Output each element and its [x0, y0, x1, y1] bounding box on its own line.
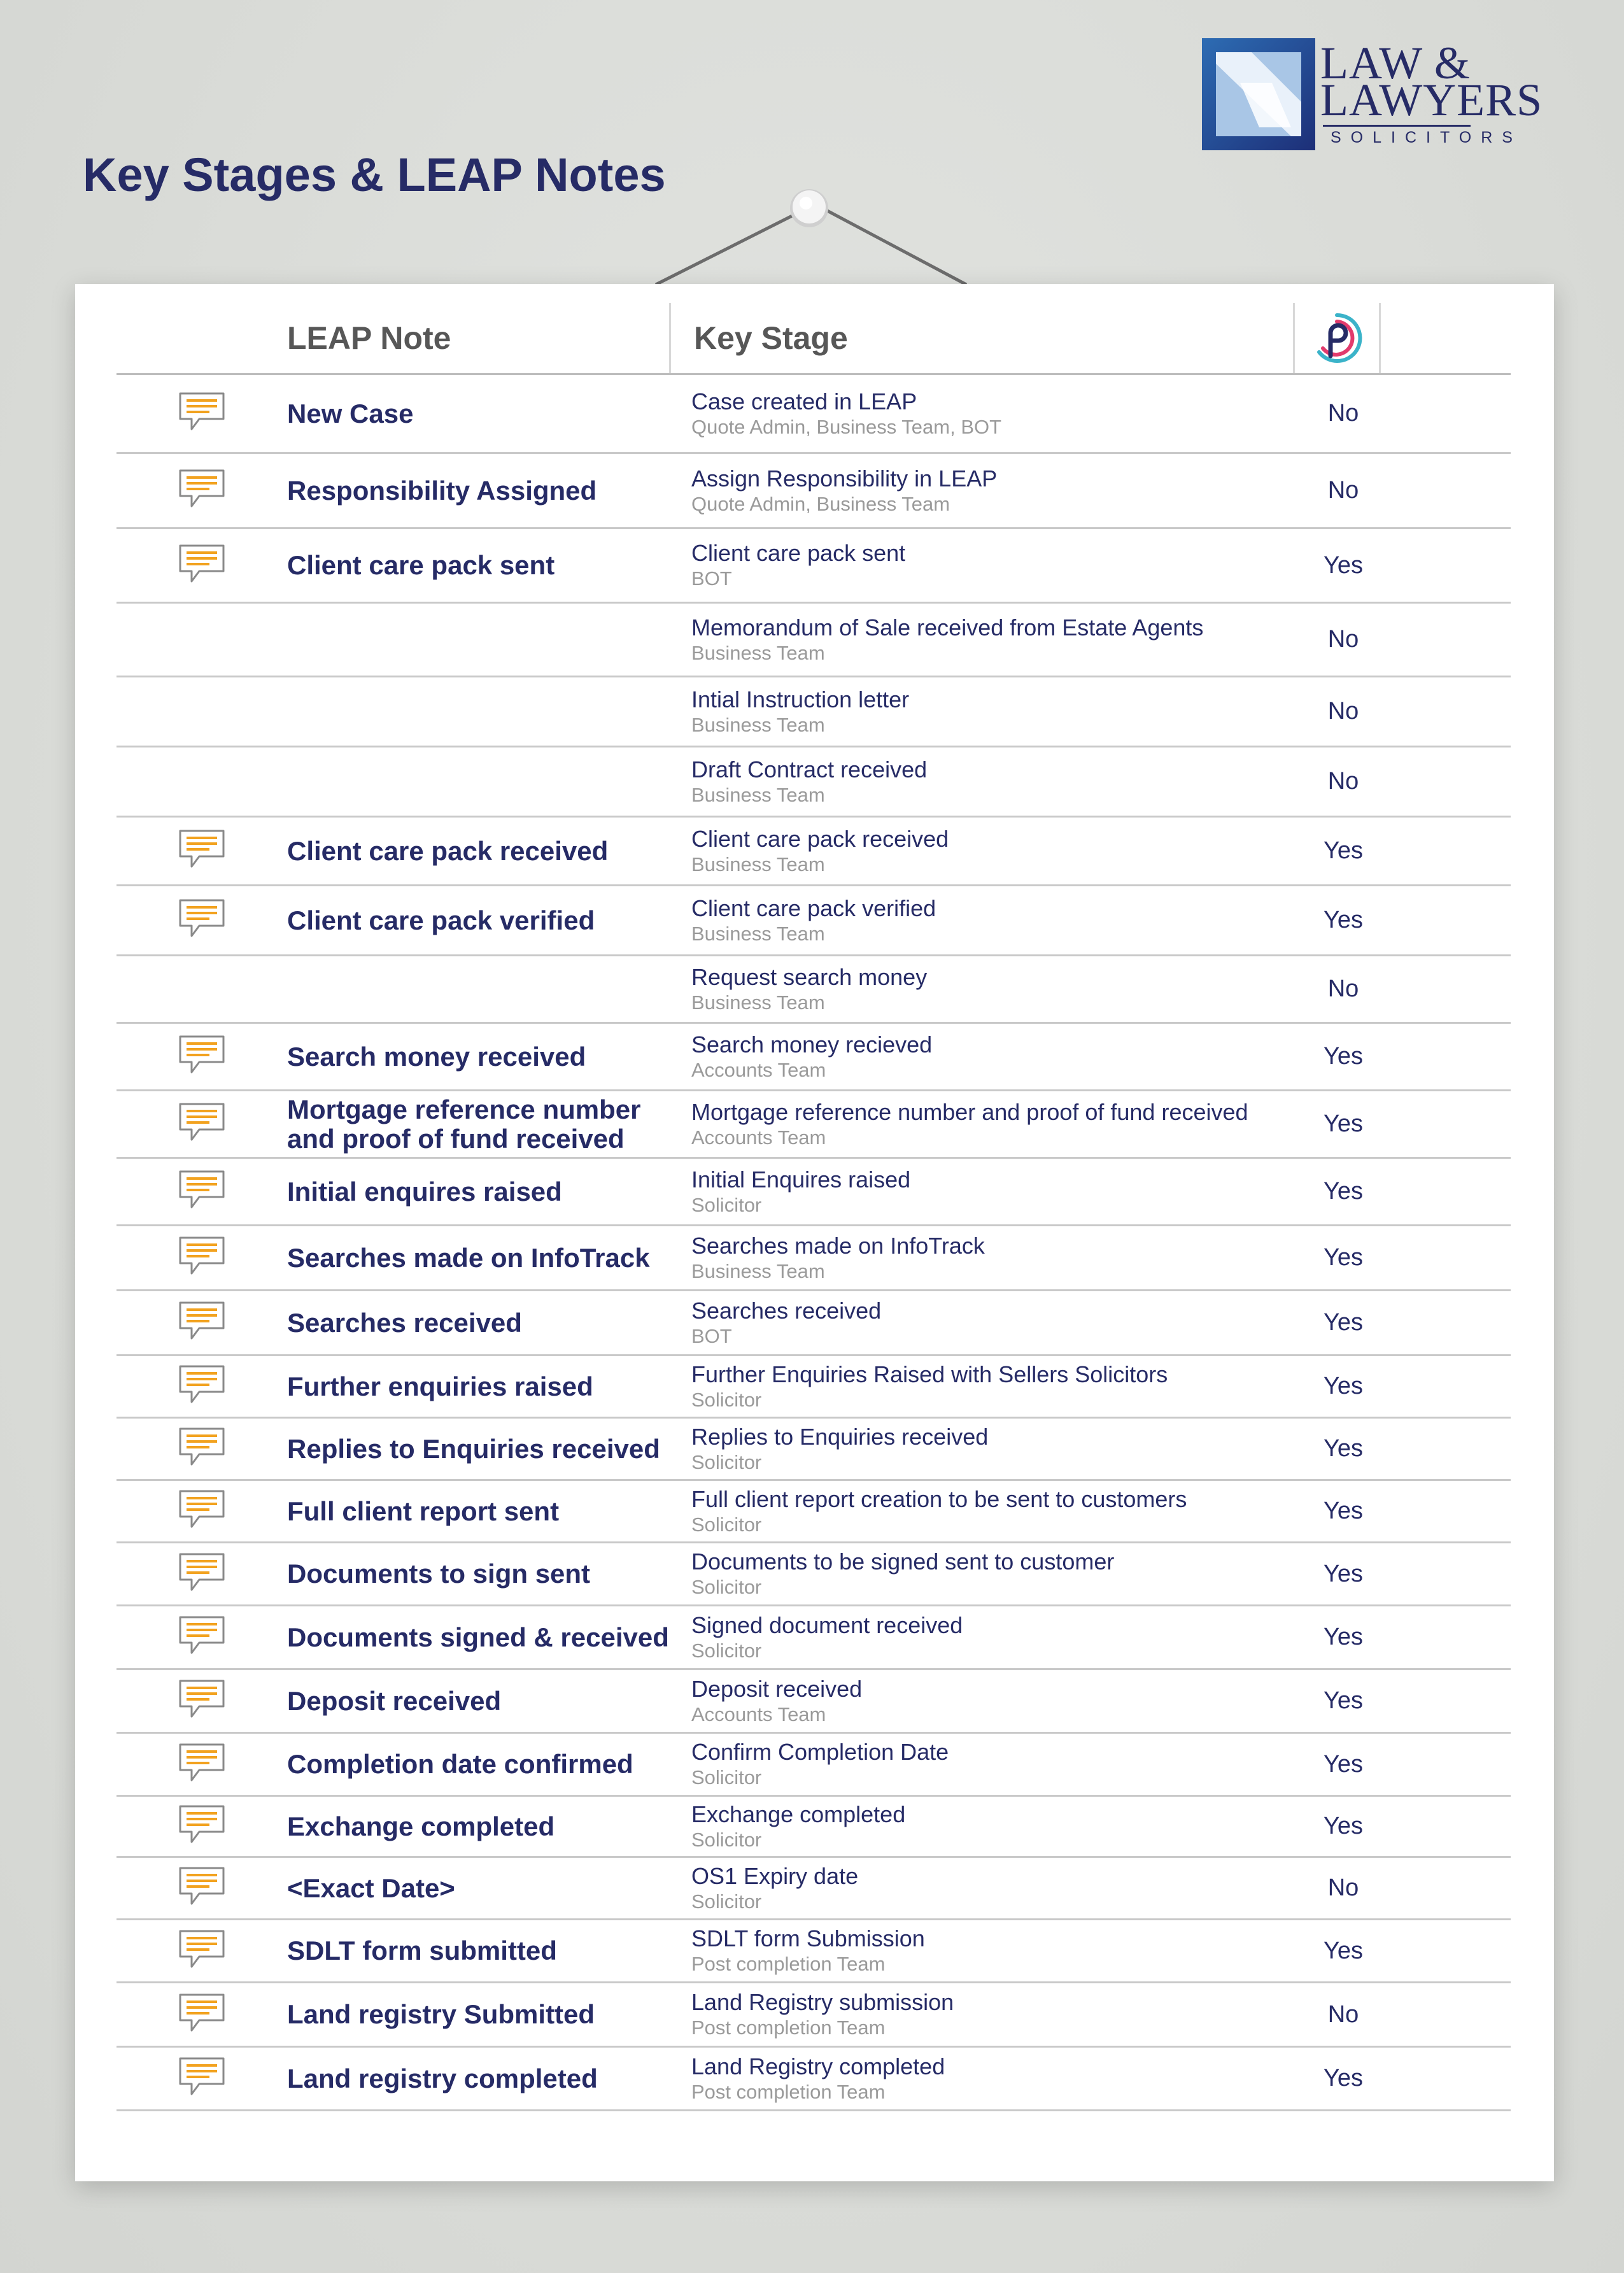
table-row: [117, 1226, 1511, 1291]
leap-status-value: Yes: [1324, 907, 1363, 933]
table-row: [117, 956, 1511, 1024]
responsible-team: Accounts Team: [691, 1703, 826, 1725]
row-icon-cell: [117, 1734, 287, 1795]
key-stage-label: Initial Enquires raised: [691, 1166, 911, 1193]
table-row: [117, 375, 1511, 454]
key-stage-label: Assign Responsibility in LEAP: [691, 465, 998, 492]
table-row: [117, 818, 1511, 886]
leap-note-label: <Exact Date>: [287, 1873, 455, 1903]
leap-note-label: SDLT form submitted: [287, 1936, 557, 1965]
key-stage-cell: [682, 677, 1299, 746]
key-stage-cell: [682, 1356, 1299, 1417]
key-stage-label: Full client report creation to be sent to customers: [691, 1485, 1187, 1512]
responsible-team: Solicitor: [691, 1766, 762, 1788]
responsible-team: Business Team: [691, 783, 825, 806]
key-stage-label: Client care pack received: [691, 825, 949, 852]
key-stage-label: Deposit received: [691, 1675, 863, 1702]
hanger-string-icon: [637, 181, 993, 290]
row-icon-cell: [117, 1858, 287, 1918]
logo-mark-icon: [1202, 38, 1315, 150]
table-row: [117, 1734, 1511, 1797]
row-icon-cell: [117, 1543, 287, 1604]
leap-status-value: Yes: [1324, 1178, 1363, 1205]
key-stage-cell: [682, 818, 1299, 884]
table-row: [117, 1419, 1511, 1481]
leap-note-label: Further enquiries raised: [287, 1371, 593, 1401]
key-stage-cell: [682, 1481, 1299, 1541]
key-stage-cell: [682, 1091, 1299, 1157]
table-header: [117, 303, 1511, 375]
leap-status-value: No: [1327, 1874, 1359, 1901]
table-row: [117, 1159, 1511, 1226]
responsible-team: Post completion Team: [691, 2016, 886, 2039]
key-stage-label: OS1 Expiry date: [691, 1862, 859, 1889]
responsible-team: Quote Admin, Business Team: [691, 492, 950, 515]
row-icon-cell: [117, 1797, 287, 1856]
leap-note-label: Client care pack verified: [287, 905, 595, 935]
table-row: [117, 1858, 1511, 1920]
responsible-team: Solicitor: [691, 1388, 762, 1411]
leap-note-label: New Case: [287, 398, 414, 428]
note-comment-icon: [176, 1234, 227, 1282]
responsible-team: Solicitor: [691, 1450, 762, 1473]
leap-note-label: Full client report sent: [287, 1496, 560, 1526]
responsible-team: BOT: [691, 567, 732, 590]
key-stage-label: Intial Instruction letter: [691, 686, 910, 712]
key-stage-cell: [682, 2048, 1299, 2109]
logo-subtitle: SOLICITORS: [1331, 129, 1522, 146]
table-row: [117, 1920, 1511, 1983]
header-icon-column: [117, 303, 287, 373]
note-comment-icon: [176, 1741, 227, 1788]
leap-status-value: Yes: [1324, 1043, 1363, 1070]
responsible-team: Accounts Team: [691, 1058, 826, 1081]
leap-note-label: Client care pack sent: [287, 550, 555, 580]
table-row: [117, 1481, 1511, 1543]
table-row: [117, 1543, 1511, 1606]
note-comment-icon: [176, 1487, 227, 1535]
leap-note-label: Deposit received: [287, 1685, 502, 1716]
leap-status-value: Yes: [1324, 2065, 1363, 2092]
key-stage-label: Search money recieved: [691, 1031, 933, 1058]
leap-note-label: Searches received: [287, 1307, 522, 1338]
key-stage-label: Mortgage reference number and proof of fund received: [691, 1098, 1248, 1125]
key-stage-cell: [682, 1024, 1299, 1089]
responsible-team: Business Team: [691, 853, 825, 875]
row-icon-cell: [117, 1159, 287, 1224]
key-stage-label: Request search money: [691, 963, 928, 990]
logo-divider: [1323, 125, 1471, 127]
leap-note-label: Land registry Submitted: [287, 1999, 595, 2029]
key-stage-cell: [682, 1543, 1299, 1604]
leap-note-label: [287, 747, 682, 816]
leap-status-value: No: [1327, 2000, 1359, 2028]
key-stage-label: Confirm Completion Date: [691, 1739, 949, 1765]
leap-status-value: Yes: [1324, 1498, 1363, 1524]
key-stage-label: Searches made on InfoTrack: [691, 1232, 985, 1259]
note-comment-icon: [176, 467, 227, 514]
table-row: [117, 1356, 1511, 1419]
row-icon-cell: [117, 1291, 287, 1354]
responsible-team: Solicitor: [691, 1890, 762, 1913]
note-comment-icon: [176, 542, 227, 590]
key-stage-cell: [682, 956, 1299, 1022]
responsible-team: Solicitor: [691, 1193, 762, 1216]
leap-status-value: Yes: [1324, 1110, 1363, 1137]
row-icon-cell: [117, 529, 287, 602]
row-icon-cell: [117, 604, 287, 676]
table-row: [117, 886, 1511, 956]
row-icon-cell: [117, 454, 287, 527]
row-icon-cell: [117, 677, 287, 746]
leap-status-value: Yes: [1324, 1937, 1363, 1964]
table-row: [117, 1291, 1511, 1356]
leap-status-value: Yes: [1324, 1687, 1363, 1714]
key-stage-label: Draft Contract received: [691, 756, 928, 782]
leap-status-value: Yes: [1324, 1813, 1363, 1839]
responsible-team: Post completion Team: [691, 1953, 886, 1975]
responsible-team: Business Team: [691, 1259, 825, 1282]
leap-note-label: Documents to sign sent: [287, 1559, 591, 1589]
responsible-team: Solicitor: [691, 1513, 762, 1536]
row-icon-cell: [117, 1606, 287, 1668]
header-leap-note: LEAP Note: [287, 320, 451, 356]
leap-note-label: Land registry completed: [287, 2063, 598, 2093]
row-icon-cell: [117, 1481, 287, 1541]
company-logo: [1202, 38, 1558, 152]
note-comment-icon: [176, 390, 227, 437]
responsible-team: Business Team: [691, 713, 825, 736]
leap-note-label: Responsibility Assigned: [287, 475, 597, 506]
key-stage-cell: [682, 1606, 1299, 1668]
leap-status-value: Yes: [1324, 837, 1363, 864]
key-stage-cell: [682, 886, 1299, 954]
note-comment-icon: [176, 1299, 227, 1347]
leap-status-value: Yes: [1324, 1309, 1363, 1336]
leap-note-label: Completion date confirmed: [287, 1749, 633, 1779]
key-stage-label: Case created in LEAP: [691, 388, 917, 414]
leap-status-value: No: [1327, 477, 1359, 504]
responsible-team: BOT: [691, 1324, 732, 1347]
key-stage-label: Land Registry completed: [691, 2053, 945, 2079]
note-comment-icon: [176, 1991, 227, 2039]
note-comment-icon: [176, 1425, 227, 1473]
row-icon-cell: [117, 1920, 287, 1981]
leap-status-value: Yes: [1324, 551, 1363, 579]
responsible-team: Quote Admin, Business Team, BOT: [691, 415, 1002, 438]
table-row: [117, 1797, 1511, 1858]
key-stage-cell: [682, 1226, 1299, 1289]
leap-status-value: No: [1327, 626, 1359, 653]
leap-status-value: No: [1327, 698, 1359, 725]
leap-note-label: Initial enquires raised: [287, 1176, 562, 1207]
key-stage-label: Searches received: [691, 1297, 882, 1324]
note-comment-icon: [176, 1168, 227, 1215]
key-stage-label: SDLT form Submission: [691, 1925, 925, 1951]
table-row: [117, 2048, 1511, 2111]
leap-note-label: Exchange completed: [287, 1811, 555, 1841]
header-key-stage: Key Stage: [669, 303, 1293, 373]
table-row: [117, 1983, 1511, 2048]
table-row: [117, 747, 1511, 818]
leap-status-value: Yes: [1324, 1435, 1363, 1462]
leap-note-label: Search money received: [287, 1041, 586, 1072]
key-stage-cell: [682, 1797, 1299, 1856]
logo-line-2: LAWYERS: [1320, 74, 1543, 125]
note-comment-icon: [176, 1100, 227, 1148]
row-icon-cell: [117, 1670, 287, 1732]
responsible-team: Business Team: [691, 991, 825, 1014]
table-row: [117, 1091, 1511, 1159]
key-stage-cell: [682, 1291, 1299, 1354]
key-stage-label: Memorandum of Sale received from Estate Agents: [691, 614, 1204, 641]
key-stage-label: Signed document received: [691, 1611, 963, 1638]
leap-status-value: Yes: [1324, 1624, 1363, 1650]
leap-note-label: Client care pack received: [287, 835, 609, 866]
leap-status-value: Yes: [1324, 1560, 1363, 1587]
row-icon-cell: [117, 1024, 287, 1089]
key-stage-label: Client care pack verified: [691, 895, 936, 921]
key-stage-label: Replies to Enquiries received: [691, 1423, 989, 1450]
table-body: [117, 375, 1511, 2111]
row-icon-cell: [117, 1226, 287, 1289]
leap-note-label: [287, 677, 682, 746]
leap-status-value: Yes: [1324, 1244, 1363, 1271]
note-comment-icon: [176, 1864, 227, 1912]
row-icon-cell: [117, 1356, 287, 1417]
responsible-team: Solicitor: [691, 1576, 762, 1598]
leap-note-label: Mortgage reference number and proof of fund received: [287, 1094, 641, 1154]
page-title: Key Stages & LEAP Notes: [83, 148, 666, 201]
leap-note-label: [287, 604, 682, 676]
row-icon-cell: [117, 818, 287, 884]
key-stage-label: Land Registry submission: [691, 1989, 954, 2015]
table-row: [117, 529, 1511, 604]
table-row: [117, 604, 1511, 677]
row-icon-cell: [117, 1983, 287, 2046]
note-comment-icon: [176, 1927, 227, 1975]
key-stage-cell: [682, 529, 1299, 602]
logo-line-1: LAW &: [1320, 38, 1471, 89]
key-stage-cell: [682, 1858, 1299, 1918]
leap-note-label: [287, 956, 682, 1022]
responsible-team: Solicitor: [691, 1639, 762, 1662]
header-leap-logo: [1293, 303, 1381, 373]
key-stage-label: Further Enquiries Raised with Sellers Solicitors: [691, 1361, 1168, 1387]
stages-table: [117, 303, 1511, 2111]
note-comment-icon: [176, 1550, 227, 1598]
table-row: [117, 1670, 1511, 1734]
leap-status-value: No: [1327, 768, 1359, 795]
note-comment-icon: [176, 1613, 227, 1661]
leap-status-value: No: [1327, 975, 1359, 1002]
key-stage-cell: [682, 1983, 1299, 2046]
responsible-team: Post completion Team: [691, 2080, 886, 2103]
leap-status-value: No: [1327, 400, 1359, 427]
key-stage-label: Exchange completed: [691, 1801, 906, 1827]
row-icon-cell: [117, 375, 287, 452]
note-comment-icon: [176, 1033, 227, 1080]
table-row: [117, 1024, 1511, 1091]
key-stage-cell: [682, 454, 1299, 527]
note-comment-icon: [176, 1363, 227, 1410]
leap-logo-icon: [1310, 311, 1364, 365]
leap-status-value: Yes: [1324, 1750, 1363, 1778]
key-stage-label: Client care pack sent: [691, 540, 906, 566]
key-stage-label: Documents to be signed sent to customer: [691, 1548, 1115, 1575]
key-stage-cell: [682, 604, 1299, 676]
leap-status-value: Yes: [1324, 1373, 1363, 1399]
note-comment-icon: [176, 896, 227, 944]
table-row: [117, 1606, 1511, 1670]
note-comment-icon: [176, 1677, 227, 1725]
responsible-team: Business Team: [691, 922, 825, 945]
note-comment-icon: [176, 2055, 227, 2102]
key-stage-cell: [682, 1419, 1299, 1479]
leap-note-label: Documents signed & received: [287, 1622, 669, 1652]
responsible-team: Accounts Team: [691, 1126, 826, 1149]
table-row: [117, 454, 1511, 529]
row-icon-cell: [117, 747, 287, 816]
key-stage-cell: [682, 1159, 1299, 1224]
key-stage-cell: [682, 1734, 1299, 1795]
leap-note-label: Replies to Enquiries received: [287, 1433, 660, 1464]
note-comment-icon: [176, 827, 227, 875]
key-stage-cell: [682, 1920, 1299, 1981]
notes-card: [75, 284, 1554, 2181]
row-icon-cell: [117, 2048, 287, 2109]
responsible-team: Business Team: [691, 641, 825, 664]
note-comment-icon: [176, 1802, 227, 1850]
row-icon-cell: [117, 1419, 287, 1479]
key-stage-cell: [682, 747, 1299, 816]
leap-note-label: Searches made on InfoTrack: [287, 1242, 650, 1273]
row-icon-cell: [117, 886, 287, 954]
key-stage-cell: [682, 1670, 1299, 1732]
responsible-team: Solicitor: [691, 1828, 762, 1851]
key-stage-cell: [682, 375, 1299, 452]
table-row: [117, 677, 1511, 747]
row-icon-cell: [117, 1091, 287, 1157]
row-icon-cell: [117, 956, 287, 1022]
